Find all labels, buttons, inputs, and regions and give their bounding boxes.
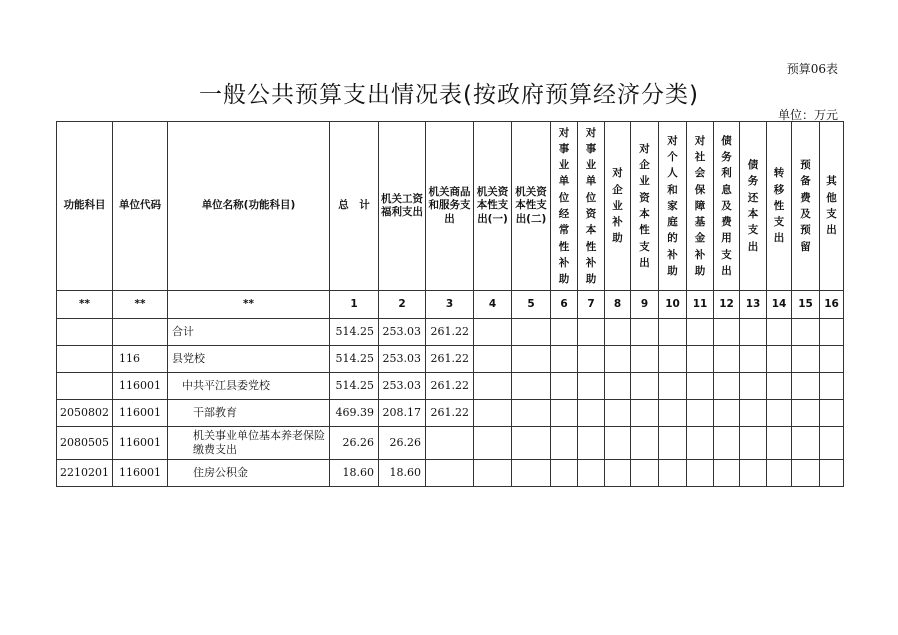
column-number: ** [57, 291, 113, 319]
column-header-label: 对事业单位资本性补助 [585, 126, 597, 286]
column-number: 12 [714, 291, 740, 319]
column-number: 11 [687, 291, 714, 319]
table-row [57, 427, 844, 460]
column-header [792, 122, 820, 291]
value-cell [792, 346, 820, 373]
value-cell [659, 373, 687, 400]
column-number: 8 [605, 291, 631, 319]
function-code-cell [57, 373, 113, 400]
column-number: 2 [379, 291, 426, 319]
column-number: 15 [792, 291, 820, 319]
value-cell [512, 346, 551, 373]
value-cell [820, 427, 844, 460]
function-code-cell: 2080505 [57, 427, 113, 460]
value-cell [551, 460, 578, 487]
value-cell [820, 319, 844, 346]
column-header-label: 机关工资福利支出 [381, 192, 423, 218]
value-cell [820, 373, 844, 400]
value-cell [578, 319, 605, 346]
table-row [57, 460, 844, 487]
value-cell: 261.22 [426, 373, 474, 400]
value-cell: 253.03 [379, 319, 426, 346]
column-number: 10 [659, 291, 687, 319]
value-cell [792, 427, 820, 460]
value-cell: 26.26 [379, 427, 426, 460]
column-header-label: 机关资本性支出(二) [515, 186, 547, 225]
value-cell: 261.22 [426, 346, 474, 373]
value-cell [767, 373, 792, 400]
value-cell [714, 373, 740, 400]
column-header [57, 122, 113, 291]
column-number: 13 [740, 291, 767, 319]
column-header-label: 其他支出 [826, 175, 837, 237]
column-header [820, 122, 844, 291]
value-cell [551, 400, 578, 427]
value-cell [551, 319, 578, 346]
value-cell [714, 427, 740, 460]
value-cell [792, 460, 820, 487]
value-cell [578, 373, 605, 400]
value-cell [767, 346, 792, 373]
value-cell [714, 319, 740, 346]
value-cell [551, 373, 578, 400]
column-header [687, 122, 714, 291]
table-row [57, 319, 844, 346]
value-cell: 514.25 [330, 319, 379, 346]
unit-name-cell: 干部教育 [168, 400, 330, 427]
unit-code-cell: 116001 [113, 427, 168, 460]
value-cell [714, 346, 740, 373]
value-cell [512, 427, 551, 460]
value-cell [474, 319, 512, 346]
value-cell [474, 427, 512, 460]
value-cell [792, 319, 820, 346]
column-header-label: 机关商品和服务支出 [428, 186, 471, 225]
value-cell [659, 346, 687, 373]
value-cell [578, 460, 605, 487]
value-cell: 18.60 [330, 460, 379, 487]
unit-code-cell: 116001 [113, 373, 168, 400]
unit-label: 单位：万元 [777, 108, 838, 122]
column-number: 16 [820, 291, 844, 319]
table-row [57, 373, 844, 400]
column-header-label: 对个人和家庭的补助 [667, 134, 678, 277]
column-number: 7 [578, 291, 605, 319]
value-cell [714, 460, 740, 487]
value-cell [631, 460, 659, 487]
header-row [57, 122, 844, 291]
column-header-label: 单位名称(功能科目) [201, 199, 296, 212]
value-cell: 261.22 [426, 400, 474, 427]
value-cell: 253.03 [379, 373, 426, 400]
value-cell [578, 400, 605, 427]
value-cell [605, 427, 631, 460]
column-number: 4 [474, 291, 512, 319]
table-row [57, 346, 844, 373]
value-cell [820, 400, 844, 427]
column-header [659, 122, 687, 291]
budget-table [56, 121, 844, 487]
function-code-cell [57, 319, 113, 346]
value-cell [551, 427, 578, 460]
value-cell [740, 460, 767, 487]
value-cell [578, 346, 605, 373]
unit-code-cell: 116 [113, 346, 168, 373]
value-cell [740, 400, 767, 427]
value-cell: 253.03 [379, 346, 426, 373]
value-cell [767, 460, 792, 487]
value-cell [426, 460, 474, 487]
value-cell [659, 400, 687, 427]
value-cell: 514.25 [330, 346, 379, 373]
value-cell [687, 346, 714, 373]
column-header-label: 功能科目 [63, 199, 106, 212]
column-header [113, 122, 168, 291]
value-cell [687, 460, 714, 487]
value-cell [714, 400, 740, 427]
value-cell: 469.39 [330, 400, 379, 427]
column-header [767, 122, 792, 291]
value-cell [512, 400, 551, 427]
column-header-label: 预备费及预留 [800, 159, 811, 253]
value-cell [659, 319, 687, 346]
value-cell [792, 373, 820, 400]
value-cell [631, 346, 659, 373]
value-cell [659, 427, 687, 460]
column-header [330, 122, 379, 291]
column-header-label: 转移性支出 [773, 167, 785, 245]
column-header [379, 122, 426, 291]
value-cell [474, 373, 512, 400]
value-cell [578, 427, 605, 460]
column-header [714, 122, 740, 291]
function-code-cell: 2210201 [57, 460, 113, 487]
unit-code-cell [113, 319, 168, 346]
value-cell: 26.26 [330, 427, 379, 460]
column-header [740, 122, 767, 291]
value-cell [631, 400, 659, 427]
unit-name-cell: 合计 [168, 319, 330, 346]
value-cell [659, 460, 687, 487]
column-header-label: 对社会保障基金补助 [694, 134, 706, 277]
value-cell [512, 319, 551, 346]
value-cell: 18.60 [379, 460, 426, 487]
column-number: 5 [512, 291, 551, 319]
value-cell [426, 427, 474, 460]
column-header [474, 122, 512, 291]
column-header [605, 122, 631, 291]
value-cell [740, 319, 767, 346]
value-cell [740, 373, 767, 400]
value-cell [631, 319, 659, 346]
column-header [578, 122, 605, 291]
value-cell [512, 373, 551, 400]
table-row [57, 400, 844, 427]
column-number: 14 [767, 291, 792, 319]
value-cell [474, 460, 512, 487]
column-header-label: 债务还本支出 [747, 159, 759, 253]
column-header [426, 122, 474, 291]
value-cell [767, 319, 792, 346]
value-cell [740, 346, 767, 373]
column-number: ** [168, 291, 330, 319]
value-cell: 208.17 [379, 400, 426, 427]
value-cell [767, 400, 792, 427]
value-cell [687, 319, 714, 346]
unit-name-cell: 县党校 [168, 346, 330, 373]
column-header-label: 总 计 [338, 199, 370, 212]
column-header [631, 122, 659, 291]
value-cell [631, 427, 659, 460]
value-cell [820, 460, 844, 487]
unit-code-cell: 116001 [113, 460, 168, 487]
column-number: 3 [426, 291, 474, 319]
value-cell [767, 427, 792, 460]
column-header [512, 122, 551, 291]
column-header-label: 对事业单位经常性补助 [558, 126, 570, 286]
unit-name-cell: 机关事业单位基本养老保险缴费支出 [168, 427, 330, 460]
value-cell [820, 346, 844, 373]
value-cell: 261.22 [426, 319, 474, 346]
form-number: 预算06表 [786, 62, 838, 76]
page-title: 一般公共预算支出情况表(按政府预算经济分类) [199, 82, 699, 108]
column-header-label: 债务利息及费用支出 [721, 134, 732, 277]
value-cell [605, 460, 631, 487]
value-cell [551, 346, 578, 373]
value-cell [631, 373, 659, 400]
value-cell [605, 373, 631, 400]
value-cell [687, 373, 714, 400]
column-number-row [57, 291, 844, 319]
column-header-label: 对企业资本性支出 [639, 142, 650, 269]
value-cell: 514.25 [330, 373, 379, 400]
value-cell [687, 427, 714, 460]
value-cell [605, 319, 631, 346]
column-number: 9 [631, 291, 659, 319]
column-header-label: 单位代码 [119, 199, 161, 212]
value-cell [474, 400, 512, 427]
unit-name-cell: 住房公积金 [168, 460, 330, 487]
column-header-label: 机关资本性支出(一) [476, 186, 509, 225]
column-number: 1 [330, 291, 379, 319]
column-header [551, 122, 578, 291]
value-cell [512, 460, 551, 487]
value-cell [740, 427, 767, 460]
column-header-label: 对企业补助 [612, 167, 623, 245]
value-cell [605, 346, 631, 373]
value-cell [474, 346, 512, 373]
value-cell [687, 400, 714, 427]
value-cell [792, 400, 820, 427]
column-number: 6 [551, 291, 578, 319]
unit-code-cell: 116001 [113, 400, 168, 427]
value-cell [605, 400, 631, 427]
function-code-cell: 2050802 [57, 400, 113, 427]
function-code-cell [57, 346, 113, 373]
unit-name-cell: 中共平江县委党校 [168, 373, 330, 400]
column-number: ** [113, 291, 168, 319]
column-header [168, 122, 330, 291]
